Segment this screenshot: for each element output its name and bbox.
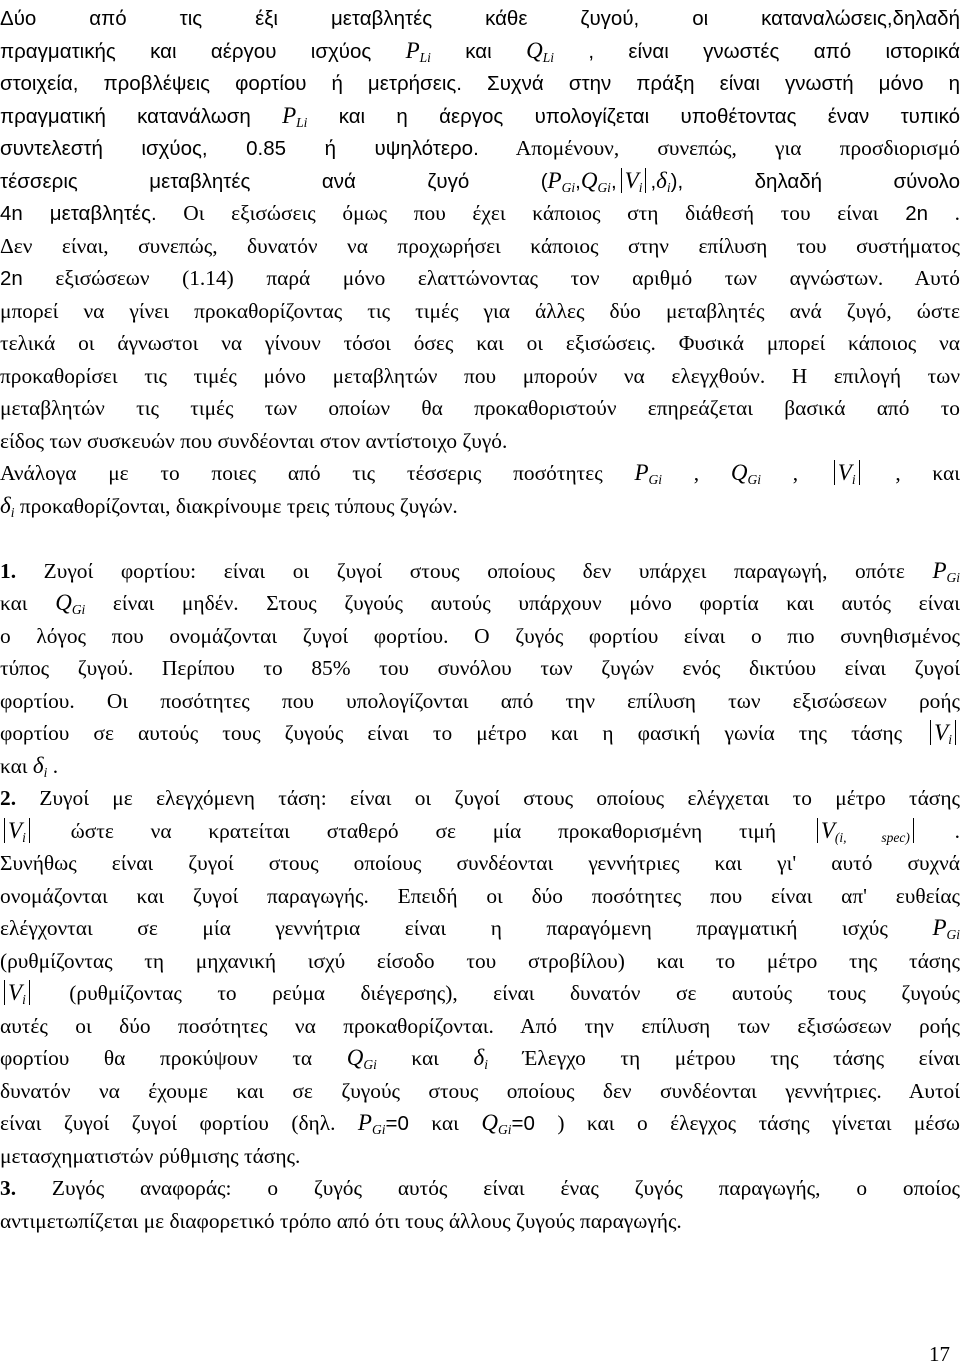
- text-segment: ,: [662, 461, 731, 485]
- text-segment: Q: [55, 590, 72, 615]
- page-number: 17: [929, 1342, 950, 1366]
- text-line: [0, 35, 960, 68]
- text-segment: Ζυγός αναφοράς: ο ζυγός αυτός είναι ένας ζυγός παραγωγής, ο οποίος: [16, 1176, 960, 1200]
- text-segment: Gi: [946, 927, 960, 942]
- text-segment: Συνήθως είναι ζυγοί στους οποίους συνδέονται γεννήτριες και γι' αυτό συχνά: [0, 851, 960, 875]
- text-line: [0, 652, 960, 685]
- text-line: [0, 262, 960, 295]
- text-segment: μπορεί να γίνει προκαθορίζοντας τις τιμές για άλλες δύο μεταβλητές ανά ζυγό, ώστε: [0, 298, 960, 323]
- text-line: [0, 782, 960, 815]
- text-segment: 4n μεταβλητές.: [0, 202, 157, 225]
- text-line: [0, 2, 960, 35]
- text-segment: προκαθορίσει τις τιμές μόνο μεταβλητών που μπορούν να ελεγχθούν. Η επιλογή των: [0, 363, 960, 388]
- text-segment: ), δηλαδή σύνολο: [670, 169, 960, 193]
- text-segment: Vi: [930, 720, 956, 745]
- text-line: [0, 685, 960, 718]
- text-line: [0, 457, 960, 490]
- text-line: [0, 360, 960, 393]
- text-line: [0, 815, 960, 848]
- blank-line: [0, 522, 960, 555]
- text-line: [0, 717, 960, 750]
- text-segment: ονομάζονται και ζυγοί παραγωγής. Επειδή οι δύο ποσότητες που είναι απ' ευθείας: [0, 883, 960, 908]
- text-segment: Gi: [946, 569, 960, 585]
- text-segment: Vi: [4, 818, 30, 843]
- text-segment: i: [10, 504, 15, 520]
- text-line: [0, 197, 960, 230]
- text-segment: Q: [526, 37, 543, 63]
- text-segment: Ανάλογα με το ποιες από τις τέσσερις ποσότητες: [0, 461, 635, 485]
- text-segment: i: [43, 764, 48, 780]
- text-line: [0, 327, 960, 360]
- text-segment: P: [282, 102, 297, 128]
- text-segment: Gi: [561, 179, 576, 195]
- text-segment: 2n: [905, 202, 929, 225]
- text-segment: Q: [580, 167, 598, 193]
- text-segment: και: [0, 591, 56, 615]
- text-line: [0, 425, 960, 458]
- text-segment: Απομένουν, συνεπώς, για προσδιορισμό: [478, 136, 960, 160]
- text-segment: (ρυθμίζοντας τη μηχανική ισχύ είσοδο του στροβίλου) και το μέτρο της τάσης: [0, 948, 960, 973]
- text-segment: Ζυγοί φορτίου: είναι οι ζυγοί στους οποίους δεν υπάρχει παραγωγή, οπότε: [16, 558, 933, 583]
- text-line: [0, 100, 960, 133]
- text-segment: , και: [863, 461, 960, 485]
- text-segment: Q: [730, 460, 748, 485]
- text-segment: P: [932, 557, 947, 583]
- text-line: [0, 555, 960, 588]
- text-segment: i: [666, 179, 671, 195]
- text-segment: είναι μηδέν. Στους ζυγούς αυτούς υπάρχουν μόνο φορτία και αυτός είναι: [85, 591, 960, 615]
- math-subscript: i: [22, 992, 26, 1007]
- math-subscript: i: [638, 179, 643, 195]
- text-segment: Vi: [621, 168, 647, 193]
- text-segment: φορτίου. Οι ποσότητες που υπολογίζονται από την επίλυση των εξισώσεων ροής: [0, 688, 960, 713]
- text-segment: P: [357, 1110, 372, 1135]
- math-subscript: i: [948, 732, 952, 747]
- text-segment: Gi: [648, 472, 662, 487]
- body-text: [0, 2, 960, 1237]
- text-segment: δ: [32, 752, 44, 778]
- text-segment: i: [484, 1057, 488, 1072]
- text-segment: P: [634, 460, 649, 485]
- text-segment: Vi: [834, 460, 860, 485]
- text-line: [0, 165, 960, 198]
- text-segment: δ: [0, 492, 11, 518]
- text-segment: εξισώσεων (1.14) παρά μόνο ελαττώνοντας τον αριθμό των αγνώστων. Αυτό: [22, 266, 960, 290]
- text-line: [0, 847, 960, 880]
- text-segment: .: [917, 818, 960, 843]
- text-segment: τύπος ζυγού. Περίπου το 85% του συνόλου των ζυγών ενός δικτύου είναι ζυγοί: [0, 656, 960, 680]
- text-segment: ,: [575, 169, 581, 193]
- text-segment: Li: [542, 49, 554, 65]
- text-segment: μεταβλητών τις τιμές των οποίων θα προκαθοριστούν επηρεάζεται βασικά από το: [0, 396, 960, 420]
- text-segment: αυτές οι δύο ποσότητες να προκαθορίζονται. Από την επίλυση των εξισώσεων ροής: [0, 1013, 960, 1038]
- text-segment: Δύο από τις έξι μεταβλητές κάθε ζυγού, οι καταναλώσεις,δηλαδή: [0, 7, 960, 30]
- text-line: [0, 132, 960, 165]
- text-segment: δ: [473, 1045, 485, 1070]
- text-segment: φορτίου σε αυτούς τους ζυγούς είναι το μέτρο και η φασική γωνία της τάσης: [0, 721, 927, 745]
- text-segment: Li: [419, 49, 431, 65]
- text-segment: ,: [760, 461, 830, 485]
- text-segment: Q: [346, 1045, 364, 1070]
- text-segment: , είναι γνωστές από ιστορικά: [553, 39, 960, 63]
- text-segment: .: [47, 753, 59, 778]
- text-segment: δ: [656, 167, 667, 193]
- text-line: [0, 620, 960, 653]
- text-segment: πραγματική κατανάλωση: [0, 104, 283, 128]
- text-segment: .: [928, 201, 960, 225]
- text-segment: Li: [296, 114, 308, 130]
- text-segment: Q: [481, 1110, 498, 1135]
- text-segment: συντελεστή ισχύος, 0.85 ή υψηλότερο.: [0, 137, 479, 160]
- text-segment: P: [547, 167, 562, 193]
- text-segment: Vi: [4, 980, 30, 1005]
- text-segment: Gi: [363, 1057, 377, 1072]
- text-segment: P: [405, 37, 420, 63]
- text-line: [0, 67, 960, 100]
- math-subscript: i: [851, 472, 856, 487]
- text-segment: Οι εξισώσεις όμως που έχει κάποιος στη διάθεσή του είναι: [156, 201, 906, 225]
- text-segment: είναι ζυγοί ζυγοί φορτίου (δηλ.: [0, 1111, 358, 1135]
- text-segment: Gi: [497, 1122, 512, 1137]
- text-segment: αντιμετωπίζεται με διαφορετικό τρόπο από ότι τους άλλους ζυγούς παραγωγής.: [0, 1208, 682, 1233]
- text-segment: τελικά οι άγνωστοι να γίνουν τόσοι όσες και οι εξισώσεις. Φυσικά μπορεί κάποιος να: [0, 331, 960, 355]
- text-line: [0, 880, 960, 913]
- text-line: [0, 977, 960, 1010]
- text-line: [0, 945, 960, 978]
- text-segment: τέσσερις μεταβλητές ανά ζυγό (: [0, 169, 548, 193]
- text-line: [0, 1205, 960, 1238]
- text-segment: Δεν είναι, συνεπώς, δυνατόν να προχωρήσει κάποιος στην επίλυση του συστήματος: [0, 233, 960, 258]
- text-segment: ,: [650, 169, 657, 193]
- text-segment: φορτίου θα προκύψουν τα: [0, 1046, 347, 1070]
- text-segment: ελέγχονται σε μία γεννήτρια είναι η παραγόμενη πραγματική ισχύς: [0, 916, 933, 940]
- text-segment: ο λόγος που ονομάζονται ζυγοί φορτίου. Ο ζυγός φορτίου είναι ο πιο συνηθισμένος: [0, 623, 960, 648]
- text-segment: είδος των συσκευών που συνδέονται στον αντίστοιχο ζυγό.: [0, 428, 508, 453]
- text-segment: δυνατόν να έχουμε και σε ζυγούς στους οποίους δεν συνδέονται γεννήτριες. Αυτοί: [0, 1078, 960, 1103]
- text-segment: Gi: [747, 472, 761, 487]
- text-segment: Ζυγοί με ελεγχόμενη τάση: είναι οι ζυγοί στους οποίους ελέγχεται το μέτρο τάσης: [16, 786, 960, 810]
- text-segment: και: [0, 753, 33, 778]
- text-line: [0, 1140, 960, 1173]
- text-line: [0, 392, 960, 425]
- text-segment: και: [430, 39, 527, 63]
- text-segment: και η άεργος υπολογίζεται υποθέτοντας έναν τυπικό: [307, 104, 960, 128]
- text-segment: στοιχεία, προβλέψεις φορτίου ή μετρήσεις. Συχνά στην πράξη είναι γνωστή μόνο η: [0, 72, 960, 95]
- text-segment: Gi: [71, 602, 86, 617]
- text-line: [0, 1010, 960, 1043]
- text-segment: 2n: [0, 267, 23, 290]
- text-segment: μετασχηματιστών ρύθμισης τάσης.: [0, 1143, 301, 1168]
- text-line: [0, 1042, 960, 1075]
- math-subscript: (i, spec): [834, 829, 910, 845]
- text-line: [0, 750, 960, 783]
- text-line: [0, 1172, 960, 1205]
- text-segment: =0: [511, 1112, 535, 1135]
- math-subscript: i: [22, 829, 26, 845]
- text-line: [0, 230, 960, 263]
- text-segment: =0: [385, 1112, 409, 1135]
- text-segment: πραγματικής και αέργου ισχύος: [0, 39, 406, 63]
- text-segment: P: [932, 915, 947, 940]
- text-segment: 3.: [0, 1176, 17, 1200]
- text-segment: V(i, spec): [817, 818, 914, 843]
- text-segment: (ρυθμίζοντας το ρεύμα διέγερσης), είναι δυνατόν σε αυτούς τους ζυγούς: [33, 981, 960, 1005]
- text-segment: ) και ο έλεγχος τάσης γίνεται μέσω: [534, 1111, 960, 1135]
- text-segment: 1.: [0, 558, 17, 583]
- text-segment: 2.: [0, 786, 17, 810]
- text-segment: και: [408, 1111, 482, 1135]
- text-line: [0, 295, 960, 328]
- text-line: [0, 490, 960, 523]
- text-line: [0, 1075, 960, 1108]
- text-segment: ,: [610, 169, 617, 193]
- text-line: [0, 1107, 960, 1140]
- text-segment: Έλεγχο τη μέτρου της τάσης είναι: [487, 1046, 960, 1070]
- text-line: [0, 587, 960, 620]
- text-segment: προκαθορίζονται, διακρίνουμε τρεις τύπους ζυγών.: [14, 493, 458, 518]
- text-segment: και: [376, 1046, 474, 1070]
- text-segment: ώστε να κρατείται σταθερό σε μία προκαθορισμένη τιμή: [33, 818, 813, 843]
- text-segment: Gi: [597, 179, 611, 195]
- text-segment: Gi: [371, 1122, 386, 1137]
- text-line: [0, 912, 960, 945]
